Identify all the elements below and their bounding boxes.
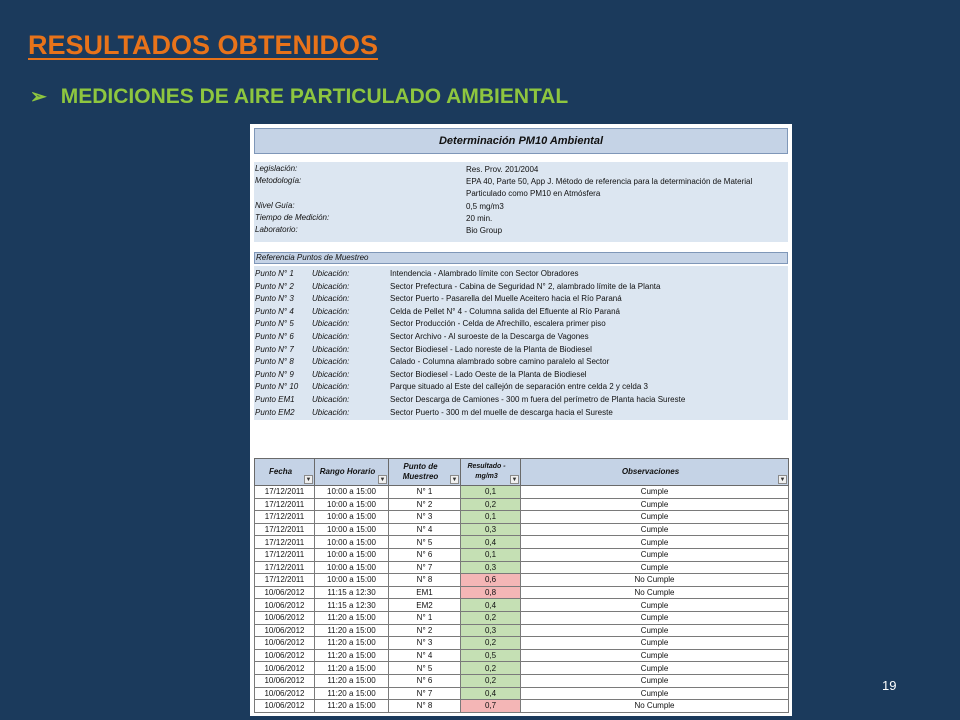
cell-rango: 10:00 a 15:00 [315,498,389,511]
reference-description: Intendencia - Alambrado límite con Sector Obradores [390,269,579,278]
cell-punto: N° 3 [389,637,461,650]
cell-punto: N° 4 [389,523,461,536]
cell-punto: N° 8 [389,700,461,713]
cell-punto: N° 8 [389,574,461,587]
cell-rango: 11:20 a 15:00 [315,700,389,713]
cell-fecha: 10/06/2012 [255,624,315,637]
cell-resultado: 0,6 [461,574,521,587]
cell-rango: 11:20 a 15:00 [315,687,389,700]
reference-point: Punto N° 6 [255,332,294,341]
info-value: Bio Group [466,226,503,235]
col-header-rango[interactable] [315,459,389,486]
cell-rango: 11:15 a 12:30 [315,599,389,612]
reference-row [254,331,788,343]
reference-description: Sector Producción - Celda de Afrechillo, escalera primer piso [390,319,606,329]
reference-point: Punto N° 8 [255,357,294,367]
table-row [255,511,789,524]
cell-rango: 10:00 a 15:00 [315,486,389,499]
filter-dropdown-icon[interactable]: ▼ [451,477,458,483]
cell-punto: N° 7 [389,687,461,700]
cell-resultado: 0,8 [461,586,521,599]
reference-point: Punto N° 7 [255,344,294,354]
reference-row [254,306,788,318]
info-value: 0,5 mg/m3 [466,202,504,211]
cell-observaciones: Cumple [521,662,789,675]
filter-dropdown-icon[interactable]: ▼ [305,477,312,483]
cell-rango: 10:00 a 15:00 [315,561,389,574]
slide-subtitle-text: MEDICIONES DE AIRE PARTICULADO AMBIENTAL [60,84,569,108]
cell-observaciones: Cumple [521,536,789,549]
cell-rango: 11:15 a 12:30 [315,586,389,599]
cell-punto: N° 5 [389,662,461,675]
cell-punto: N° 5 [389,536,461,549]
cell-observaciones: Cumple [521,523,789,536]
cell-fecha: 17/12/2011 [255,574,315,587]
cell-rango: 10:00 a 15:00 [315,511,389,524]
reference-description: Celda de Pellet N° 4 - Columna salida del Efluente al Río Paraná [390,306,620,316]
cell-fecha: 10/06/2012 [255,674,315,687]
table-row [255,674,789,687]
reference-location-label: Ubicación: [312,382,350,392]
cell-fecha: 17/12/2011 [255,536,315,549]
cell-observaciones: Cumple [521,498,789,511]
cell-punto: EM2 [389,599,461,612]
filter-dropdown-icon[interactable]: ▼ [379,477,386,483]
table-row [255,687,789,700]
col-header-label: Rango Horario [319,467,376,476]
col-header-label: Fecha [268,467,293,476]
cell-rango: 10:00 a 15:00 [315,548,389,561]
cell-resultado: 0,2 [461,674,521,687]
table-row [255,486,789,499]
reference-description: Sector Prefectura - Cabina de Seguridad N° 2, alambrado límite de la Planta [390,281,661,291]
reference-point: Punto EM2 [255,407,295,417]
table-row [255,536,789,549]
cell-rango: 11:20 a 15:00 [315,611,389,624]
table-row [255,624,789,637]
cell-resultado: 0,4 [461,599,521,612]
cell-observaciones: Cumple [521,561,789,574]
reference-location-label: Ubicación: [312,369,350,379]
info-label: Nivel Guía: [255,201,295,210]
cell-observaciones: No Cumple [521,700,789,713]
cell-fecha: 10/06/2012 [255,649,315,662]
references-list [254,266,788,420]
cell-fecha: 10/06/2012 [255,611,315,624]
cell-resultado: 0,5 [461,649,521,662]
reference-description: Sector Descarga de Camiones - 300 m fuera del perímetro de Planta hacia Sureste [390,395,686,404]
cell-fecha: 17/12/2011 [255,548,315,561]
info-block [254,162,788,242]
reference-point: Punto N° 3 [255,294,294,304]
cell-resultado: 0,1 [461,511,521,524]
cell-fecha: 10/06/2012 [255,700,315,713]
reference-point: Punto EM1 [255,395,295,404]
page-number: 19 [882,678,897,693]
reference-row [254,356,788,368]
cell-punto: N° 6 [389,674,461,687]
reference-location-label: Ubicación: [312,306,350,316]
cell-rango: 11:20 a 15:00 [315,674,389,687]
cell-observaciones: Cumple [521,599,789,612]
table-row [255,586,789,599]
reference-row [254,293,788,305]
col-header-label: Punto de Muestreo [402,462,439,481]
cell-observaciones: Cumple [521,624,789,637]
cell-rango: 11:20 a 15:00 [315,624,389,637]
cell-observaciones: Cumple [521,637,789,650]
cell-rango: 11:20 a 15:00 [315,649,389,662]
arrow-bullet-icon: ➢ [30,86,47,108]
reference-point: Punto N° 9 [255,369,294,379]
reference-description: Calado - Columna alambrado sobre camino paralelo al Sector [390,357,610,367]
cell-observaciones: Cumple [521,548,789,561]
table-row [255,637,789,650]
reference-row [254,318,788,330]
cell-observaciones: No Cumple [521,574,789,587]
cell-observaciones: No Cumple [521,586,789,599]
cell-rango: 11:20 a 15:00 [315,662,389,675]
cell-punto: EM1 [389,586,461,599]
filter-dropdown-icon[interactable]: ▼ [779,477,786,483]
reference-description: Sector Puerto - 300 m del muelle de descarga hacia el Sureste [390,407,613,417]
cell-resultado: 0,2 [461,498,521,511]
reference-location-label: Ubicación: [312,407,350,417]
table-row [255,599,789,612]
reference-point: Punto N° 10 [255,382,299,392]
cell-fecha: 17/12/2011 [255,486,315,499]
col-header-label: Resultado - mg/m3 [467,463,506,480]
cell-resultado: 0,1 [461,548,521,561]
filter-dropdown-icon[interactable]: ▼ [511,477,518,483]
cell-fecha: 17/12/2011 [255,511,315,524]
reference-description: Sector Archivo - Al suroeste de la Descarga de Vagones [390,332,589,341]
slide-title: RESULTADOS OBTENIDOS [28,30,379,60]
reference-location-label: Ubicación: [312,319,350,329]
reference-description: Parque situado al Este del callejón de separación entre celda 2 y celda 3 [390,382,648,392]
table-row [255,561,789,574]
reference-row [254,369,788,381]
reference-row [254,344,788,356]
info-label: Laboratorio: [255,225,298,234]
reference-description: Sector Biodiesel - Lado noreste de la Planta de Biodiesel [390,344,592,354]
info-value: 20 min. [466,214,493,223]
cell-fecha: 10/06/2012 [255,599,315,612]
cell-fecha: 10/06/2012 [255,586,315,599]
table-row [255,548,789,561]
col-header-punto[interactable] [389,459,461,486]
reference-row [254,381,788,393]
col-header-label: Observaciones [621,467,680,476]
col-header-fecha[interactable] [255,459,315,486]
table-header-row [255,459,789,486]
sheet-header: Determinación PM10 Ambiental [254,128,788,154]
reference-point: Punto N° 2 [255,281,294,291]
table-row [255,700,789,713]
cell-punto: N° 3 [389,511,461,524]
reference-description: Sector Puerto - Pasarella del Muelle Aceitero hacia el Río Paraná [390,294,622,304]
cell-rango: 10:00 a 15:00 [315,536,389,549]
table-row [255,649,789,662]
cell-punto: N° 7 [389,561,461,574]
cell-punto: N° 2 [389,624,461,637]
cell-resultado: 0,4 [461,687,521,700]
cell-rango: 11:20 a 15:00 [315,637,389,650]
info-value: Res. Prov. 201/2004 [466,165,539,174]
reference-location-label: Ubicación: [312,332,350,341]
cell-observaciones: Cumple [521,649,789,662]
cell-fecha: 10/06/2012 [255,687,315,700]
reference-row [254,394,788,406]
info-value: EPA 40, Parte 50, App J. Método de referencia para la determinación de Material Particulado como PM10 en Atmósfera [466,177,753,198]
cell-resultado: 0,4 [461,536,521,549]
spreadsheet-image [250,124,792,716]
slide-subtitle [30,84,568,109]
cell-resultado: 0,1 [461,486,521,499]
cell-punto: N° 1 [389,611,461,624]
table-row [255,523,789,536]
reference-row [254,268,788,280]
reference-description: Sector Biodiesel - Lado Oeste de la Planta de Biodiesel [390,369,587,379]
reference-location-label: Ubicación: [312,281,350,291]
reference-location-label: Ubicación: [312,395,350,404]
cell-punto: N° 6 [389,548,461,561]
info-label: Metodología: [255,176,302,185]
table-row [255,662,789,675]
results-table [254,458,789,713]
cell-fecha: 17/12/2011 [255,523,315,536]
reference-row [254,407,788,419]
col-header-observaciones[interactable] [521,459,789,486]
cell-observaciones: Cumple [521,687,789,700]
cell-fecha: 17/12/2011 [255,561,315,574]
reference-row [254,281,788,293]
cell-resultado: 0,2 [461,611,521,624]
table-row [255,611,789,624]
cell-resultado: 0,2 [461,662,521,675]
cell-observaciones: Cumple [521,486,789,499]
cell-punto: N° 4 [389,649,461,662]
cell-rango: 10:00 a 15:00 [315,574,389,587]
reference-location-label: Ubicación: [312,344,350,354]
cell-fecha: 17/12/2011 [255,498,315,511]
cell-resultado: 0,7 [461,700,521,713]
col-header-resultado[interactable] [461,459,521,486]
reference-location-label: Ubicación: [312,357,350,367]
cell-punto: N° 2 [389,498,461,511]
cell-rango: 10:00 a 15:00 [315,523,389,536]
reference-location-label: Ubicación: [312,269,350,278]
cell-resultado: 0,3 [461,523,521,536]
cell-observaciones: Cumple [521,674,789,687]
cell-fecha: 10/06/2012 [255,662,315,675]
cell-fecha: 10/06/2012 [255,637,315,650]
references-header: Referencia Puntos de Muestreo [254,252,788,264]
cell-resultado: 0,3 [461,561,521,574]
reference-point: Punto N° 4 [255,306,294,316]
table-row [255,498,789,511]
reference-point: Punto N° 5 [255,319,294,329]
table-row [255,574,789,587]
cell-observaciones: Cumple [521,611,789,624]
cell-punto: N° 1 [389,486,461,499]
info-label: Tiempo de Medición: [255,213,330,222]
reference-point: Punto N° 1 [255,269,294,278]
cell-observaciones: Cumple [521,511,789,524]
cell-resultado: 0,3 [461,624,521,637]
cell-resultado: 0,2 [461,637,521,650]
info-label: Legislación: [255,164,298,173]
reference-location-label: Ubicación: [312,294,350,304]
